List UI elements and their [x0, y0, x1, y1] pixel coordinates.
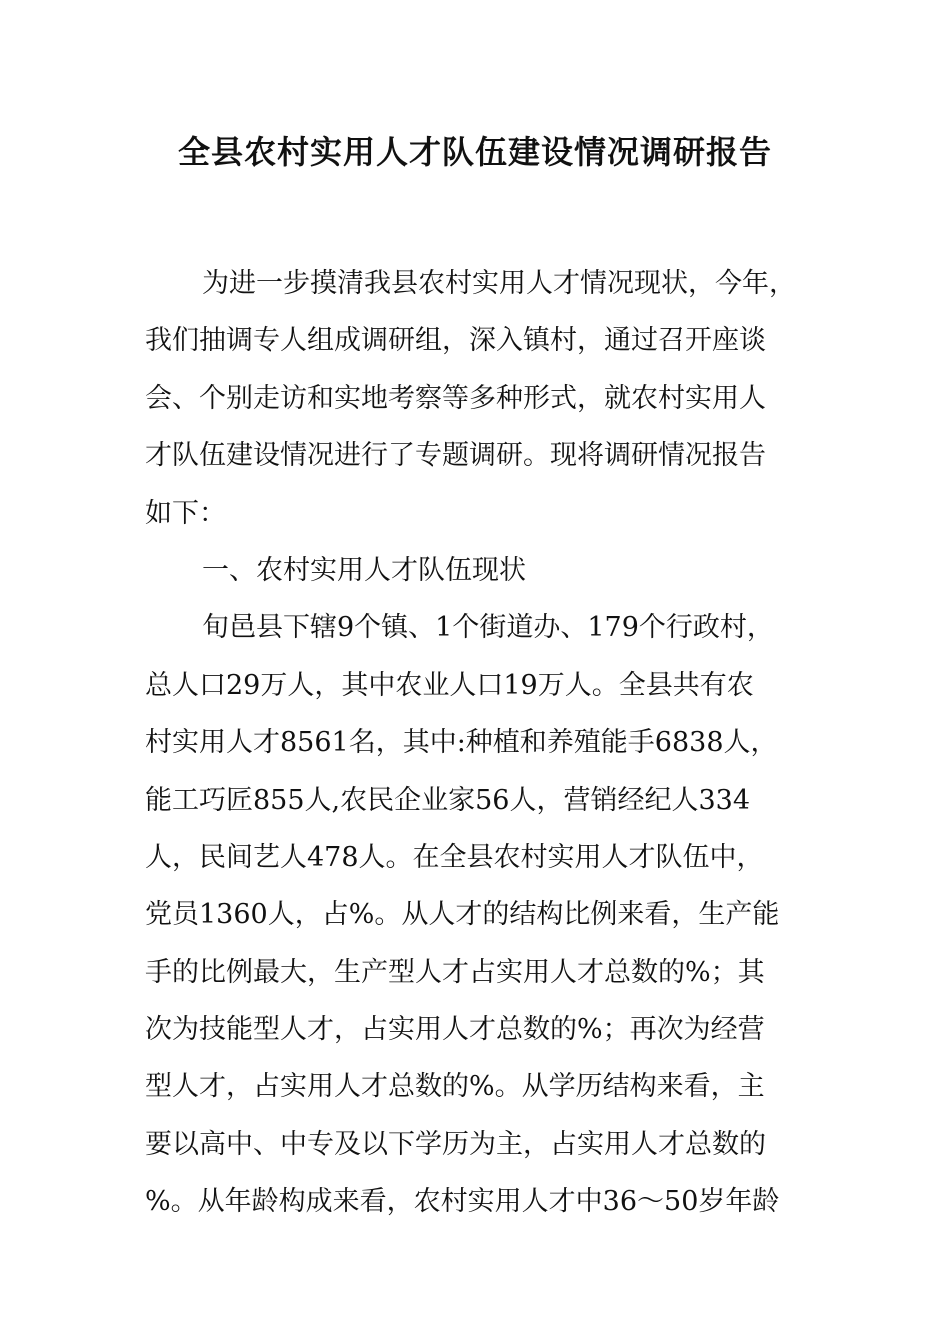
- paragraph-line: 如下：: [145, 497, 226, 529]
- paragraph-line: 村实用人才8561名，其中:种植和养殖能手6838人，: [145, 727, 778, 759]
- paragraph-line: 旬邑县下辖9个镇、1个街道办、179个行政村，: [202, 612, 774, 644]
- paragraph-line: 我们抽调专人组成调研组，深入镇村，通过召开座谈: [145, 325, 766, 357]
- paragraph-line: 人，民间艺人478人。在全县农村实用人才队伍中，: [145, 841, 764, 873]
- paragraph-line: %。从年龄构成来看，农村实用人才中36～50岁年龄: [145, 1186, 780, 1218]
- paragraph-line: 才队伍建设情况进行了专题调研。现将调研情况报告: [145, 440, 766, 472]
- paragraph-line: 手的比例最大，生产型人才占实用人才总数的%；其: [145, 956, 765, 988]
- section-heading: 一、农村实用人才队伍现状: [202, 554, 526, 586]
- paragraph-line: 要以高中、中专及以下学历为主，占实用人才总数的: [145, 1128, 766, 1160]
- paragraph-line: 会、个别走访和实地考察等多种形式，就农村实用人: [145, 382, 766, 414]
- paragraph-line: 总人口29万人，其中农业人口19万人。全县共有农: [145, 669, 754, 701]
- paragraph-line: 党员1360人，占%。从人才的结构比例来看，生产能: [145, 899, 780, 931]
- paragraph-line: 能工巧匠855人,农民企业家56人，营销经纪人334: [145, 784, 751, 816]
- paragraph-line: 型人才，占实用人才总数的%。从学历结构来看，主: [145, 1071, 765, 1103]
- paragraph-line: 为进一步摸清我县农村实用人才情况现状，今年，: [202, 268, 796, 299]
- paragraph-line: 次为技能型人才，占实用人才总数的%；再次为经营: [145, 1014, 765, 1046]
- document-body: [145, 255, 813, 1231]
- document-title: 全县农村实用人才队伍建设情况调研报告: [177, 133, 772, 171]
